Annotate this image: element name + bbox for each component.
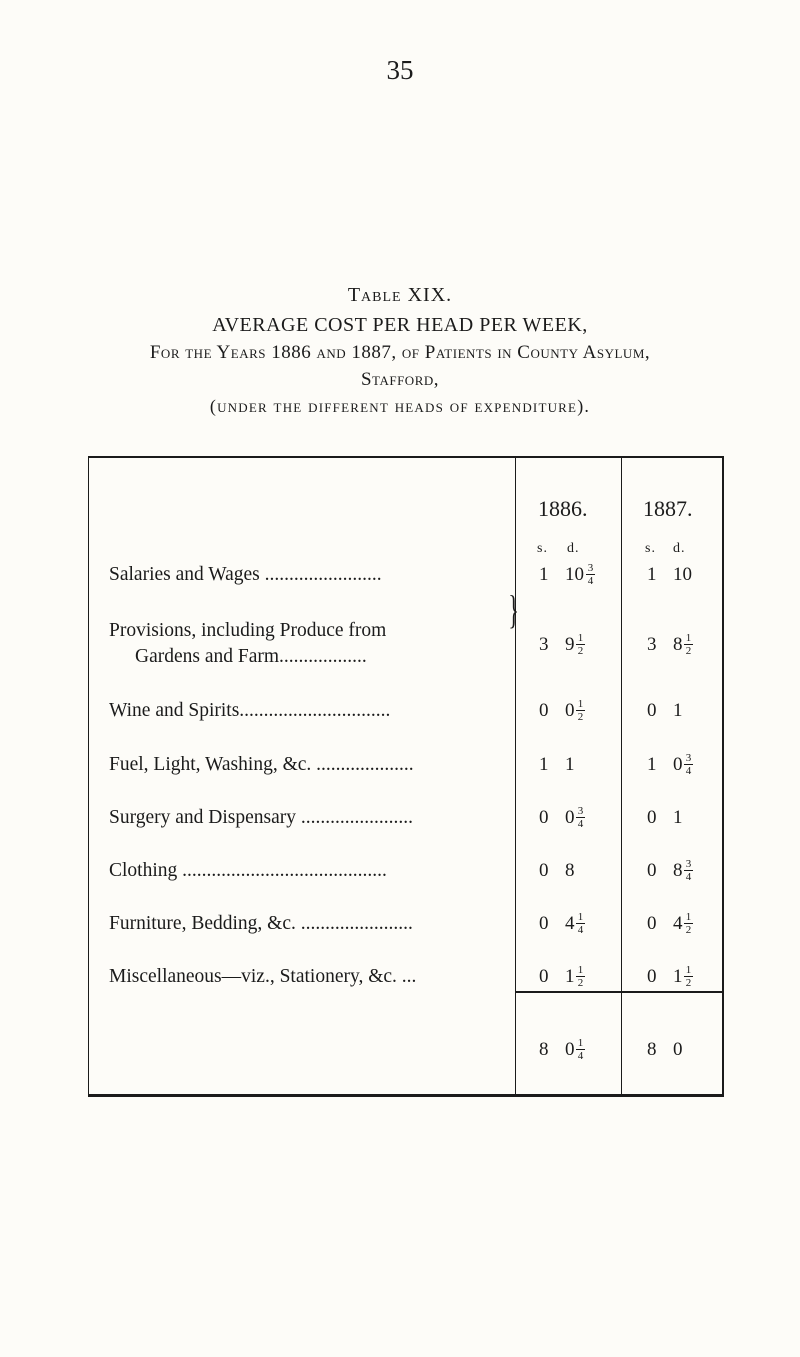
- fraction-denominator: 4: [587, 575, 594, 587]
- table-left-rule: [88, 458, 89, 1095]
- pence-value: 1: [673, 966, 683, 987]
- shillings-value: 0: [539, 807, 549, 828]
- table-right-rule: [722, 458, 724, 1095]
- fraction-numerator: 1: [577, 698, 584, 710]
- pence-fraction: [576, 806, 585, 829]
- pence-fraction: [684, 633, 693, 656]
- pence-fraction: [684, 753, 693, 776]
- pence-value: 10: [673, 564, 692, 585]
- pence-value: 0: [565, 700, 575, 721]
- fraction-denominator: 2: [577, 711, 584, 723]
- row-label-wine: Wine and Spirits...............................: [109, 700, 391, 721]
- shillings-value: 0: [539, 966, 549, 987]
- row-label-surgery: Surgery and Dispensary .......................: [109, 807, 414, 828]
- fraction-numerator: 1: [685, 632, 692, 644]
- pence-value: 8: [673, 860, 683, 881]
- fraction-numerator: 1: [577, 1037, 584, 1049]
- pence-fraction: [684, 965, 693, 988]
- fraction-numerator: 1: [685, 964, 692, 976]
- fraction-denominator: 4: [577, 924, 584, 936]
- pence-value: 1: [565, 966, 575, 987]
- pence-value: 4: [565, 913, 575, 934]
- shillings-value: 3: [539, 634, 549, 655]
- fraction-numerator: 1: [577, 911, 584, 923]
- pence-value: 0: [673, 754, 683, 775]
- shillings-value: 0: [539, 860, 549, 881]
- pence-value: 1: [673, 807, 683, 828]
- pence-fraction: [576, 633, 585, 656]
- shillings-value: 8: [647, 1039, 657, 1060]
- shillings-value: 1: [539, 754, 549, 775]
- pence-value: 0: [673, 1039, 683, 1060]
- unit-pence-1887: d.: [673, 541, 686, 556]
- shillings-value: 3: [647, 634, 657, 655]
- fraction-denominator: 2: [577, 977, 584, 989]
- place-title: Stafford,: [360, 369, 439, 390]
- pence-value: 0: [565, 1039, 575, 1060]
- unit-shillings-1886: s.: [537, 541, 548, 556]
- pence-value: 1: [565, 754, 575, 775]
- column-rule-1887: [621, 458, 622, 1095]
- shillings-value: 0: [539, 913, 549, 934]
- pence-fraction: [684, 859, 693, 882]
- brace: }: [508, 587, 519, 632]
- unit-shillings-1887: s.: [645, 541, 656, 556]
- pence-value: 4: [673, 913, 683, 934]
- pence-value: 8: [673, 634, 683, 655]
- row-label-furniture: Furniture, Bedding, &c. .......................: [109, 913, 413, 934]
- column-rule-1886: [515, 458, 516, 1095]
- fraction-denominator: 2: [685, 977, 692, 989]
- shillings-value: 0: [647, 807, 657, 828]
- shillings-value: 8: [539, 1039, 549, 1060]
- pence-value: 8: [565, 860, 575, 881]
- table-top-rule: [88, 456, 724, 458]
- fraction-numerator: 3: [577, 805, 584, 817]
- shillings-value: 0: [539, 700, 549, 721]
- fraction-numerator: 1: [685, 911, 692, 923]
- fraction-numerator: 1: [577, 964, 584, 976]
- unit-pence-1886: d.: [567, 541, 580, 556]
- pence-value: 10: [565, 564, 584, 585]
- fraction-denominator: 4: [577, 1050, 584, 1062]
- pence-fraction: [684, 912, 693, 935]
- fraction-numerator: 3: [685, 752, 692, 764]
- shillings-value: 0: [647, 966, 657, 987]
- shillings-value: 1: [647, 754, 657, 775]
- year-header-1886: 1886.: [538, 496, 588, 521]
- year-header-1887: 1887.: [643, 496, 693, 521]
- shillings-value: 0: [647, 700, 657, 721]
- fraction-denominator: 4: [685, 871, 692, 883]
- pence-fraction: [576, 699, 585, 722]
- shillings-value: 1: [647, 564, 657, 585]
- total-rule: [516, 991, 722, 993]
- pence-fraction: [586, 563, 595, 586]
- pence-value: 1: [673, 700, 683, 721]
- main-title: AVERAGE COST PER HEAD PER WEEK,: [212, 314, 588, 336]
- shillings-value: 0: [647, 913, 657, 934]
- pence-value: 9: [565, 634, 575, 655]
- table-title: Table XIX.: [347, 284, 453, 306]
- row-label-provisions-line1: Provisions, including Produce from: [109, 620, 387, 641]
- row-label-salaries: Salaries and Wages ........................: [109, 564, 382, 585]
- fraction-denominator: 2: [685, 924, 692, 936]
- pence-fraction: [576, 965, 585, 988]
- pence-value: 0: [565, 807, 575, 828]
- subtitle: For the Years 1886 and 1887, of Patients in County Asylum,: [149, 342, 651, 363]
- shillings-value: 0: [647, 860, 657, 881]
- shillings-value: 1: [539, 564, 549, 585]
- fraction-denominator: 2: [577, 645, 584, 657]
- table-bottom-rule: [88, 1094, 724, 1097]
- pence-fraction: [576, 1038, 585, 1061]
- row-label-miscellaneous: Miscellaneous—viz., Stationery, &c. ...: [109, 966, 417, 987]
- pence-fraction: [576, 912, 585, 935]
- fraction-numerator: 3: [685, 858, 692, 870]
- fraction-denominator: 2: [685, 645, 692, 657]
- row-label-provisions-line2: Gardens and Farm..................: [135, 646, 367, 667]
- fraction-numerator: 3: [587, 562, 594, 574]
- heading-note: (under the different heads of expenditure).: [209, 396, 591, 416]
- page-number: 35: [386, 55, 414, 85]
- row-label-clothing: Clothing ..........................................: [109, 860, 387, 881]
- fraction-numerator: 1: [577, 632, 584, 644]
- fraction-denominator: 4: [685, 765, 692, 777]
- fraction-denominator: 4: [577, 818, 584, 830]
- row-label-fuel: Fuel, Light, Washing, &c. ....................: [109, 754, 414, 775]
